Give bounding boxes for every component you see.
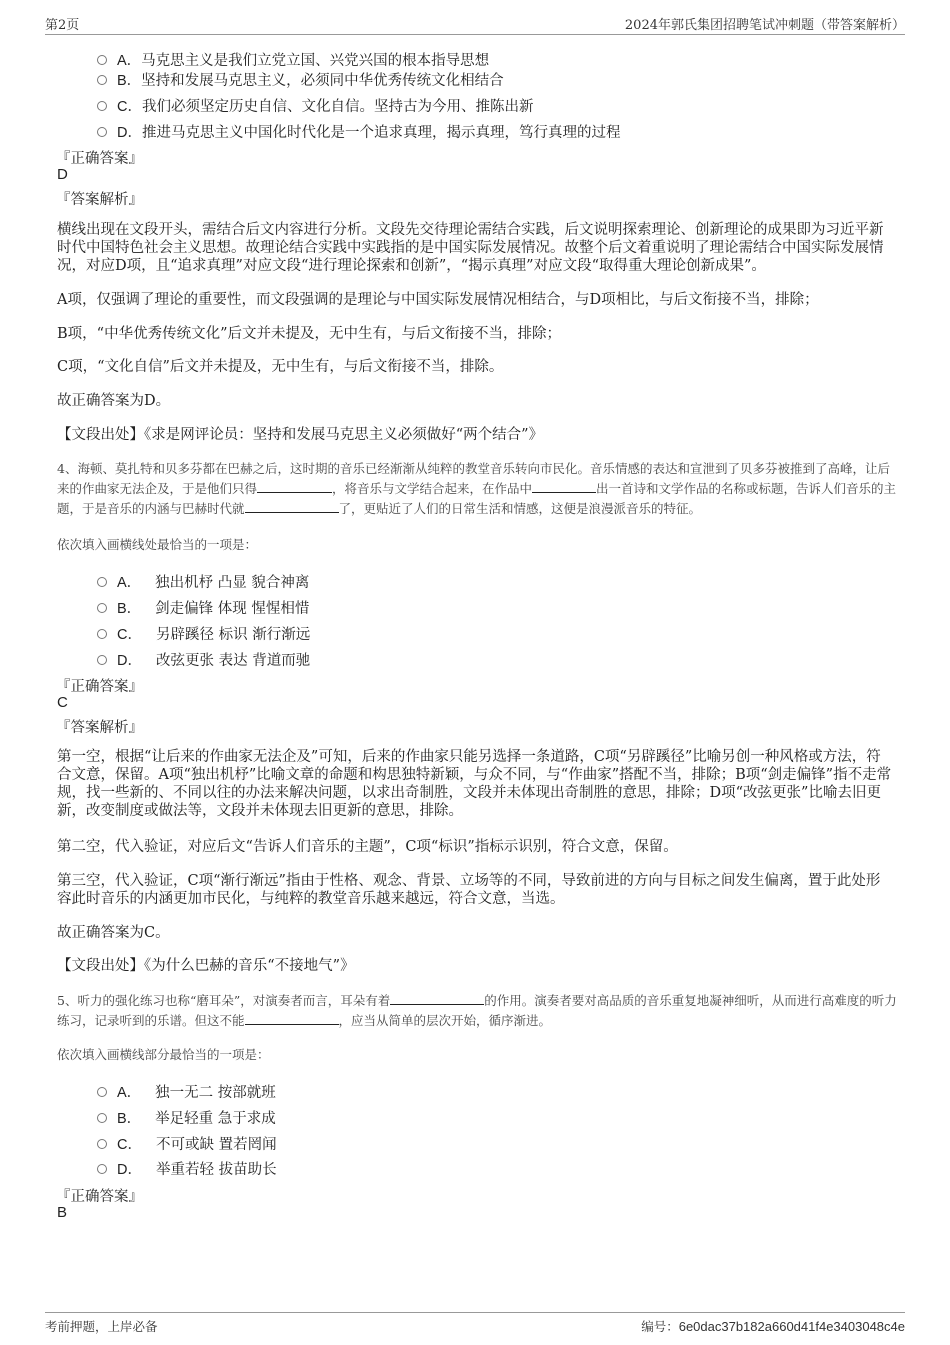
radio-icon[interactable] — [97, 1139, 107, 1149]
q3-option-b[interactable]: B．坚持和发展马克思主义，必须同中华优秀传统文化相结合 — [97, 69, 504, 90]
q4-analysis-paragraph: 第二空，代入验证，对应后文“告诉人们音乐的主题”，C项“标识”指标示识别，符合文意，保留。 — [57, 839, 678, 855]
q5-option-a[interactable]: A． 独一无二 按部就班 — [97, 1081, 276, 1102]
q4-analysis-label: 『答案解析』 — [56, 720, 143, 736]
q4-option-b[interactable]: B． 剑走偏锋 体现 惺惺相惜 — [97, 597, 309, 618]
radio-icon[interactable] — [97, 75, 107, 85]
q3-source: 【文段出处】《求是网评论员：坚持和发展马克思主义必须做好“两个结合”》 — [57, 427, 544, 443]
page-header — [45, 14, 905, 35]
q4-source: 【文段出处】《为什么巴赫的音乐“不接地气”》 — [57, 958, 355, 974]
document-title: 2024年郭氏集团招聘笔试冲刺题（带答案解析） — [624, 18, 905, 33]
q4-answer-label: 『正确答案』 — [56, 679, 143, 695]
q5-prompt: 依次填入画横线部分最恰当的一项是： — [57, 1047, 270, 1062]
q5-option-d[interactable]: D． 举重若轻 拔苗助长 — [97, 1158, 277, 1179]
q4-option-c[interactable]: C． 另辟蹊径 标识 渐行渐远 — [97, 623, 310, 644]
q4-answer: C — [57, 694, 68, 711]
radio-icon[interactable] — [97, 127, 107, 137]
q3-analysis-paragraph: B项，“中华优秀传统文化”后文并未提及，无中生有，与后文衔接不当，排除； — [57, 326, 561, 342]
radio-icon[interactable] — [97, 603, 107, 613]
radio-icon[interactable] — [97, 629, 107, 639]
radio-icon[interactable] — [97, 101, 107, 111]
q3-answer-label: 『正确答案』 — [56, 151, 143, 167]
radio-icon[interactable] — [97, 1113, 107, 1123]
q3-analysis-paragraph: 横线出现在文段开头，需结合后文内容进行分析。文段先交待理论需结合实践，后文说明探索理论、创新理论的成果即为习近平新时代中国特色社会主义思想。故理论结合实践中实践指的是中国实际发展情况。故整个后文着重说明了理论需结合中国实际发展情况，对应D项，且“追求真理”对应文段“进行理论探索和创新”，“揭示真理”对应文段“取得重大理论创新成果”。 — [57, 222, 884, 274]
q4-option-a[interactable]: A． 独出机杼 凸显 貌合神离 — [97, 571, 309, 592]
q3-analysis-label: 『答案解析』 — [56, 192, 143, 208]
q4-analysis-paragraph: 第一空，根据“让后来的作曲家无法企及”可知，后来的作曲家只能另选择一条道路，C项“另辟蹊径”比喻另创一种风格或方法，符合文意，保留。A项“独出机杼”比喻文章的命题和构思独特新颖，与众不同，与“作曲家”搭配不当，排除；B项“剑走偏锋”指不走常规，找一些新的、不同以往的办法来解决问题，以求出奇制胜，文段并未体现出奇制胜的意思，排除；D项“改弦更张”比喻去旧更新，改变制度或做法等，文段并未体现去旧更新的意思，排除。 — [57, 749, 892, 819]
blank-line — [245, 500, 339, 513]
page-footer — [45, 1312, 905, 1335]
q5-answer: B — [57, 1204, 68, 1221]
q5-stem: 5、听力的强化练习也称“磨耳朵”，对演奏者而言，耳朵有着 的作用。演奏者要对高品质的音乐重复地凝神细听，从而进行高难度的听力练习，记录听到的乐谱。但这不能 ，应当从简单的层次开始，循序渐进。 — [57, 993, 897, 1028]
footer-slogan: 考前押题，上岸必备 — [45, 1319, 158, 1334]
radio-icon[interactable] — [97, 577, 107, 587]
q3-analysis-paragraph: A项，仅强调了理论的重要性，而文段强调的是理论与中国实际发展情况相结合，与D项相比，与后文衔接不当，排除； — [57, 292, 819, 308]
document-code: 编号：6e0dac37b182a660d41f4e3403048c4e — [641, 1319, 905, 1334]
q5-option-b[interactable]: B． 举足轻重 急于求成 — [97, 1107, 276, 1128]
q3-answer: D — [57, 166, 68, 183]
q3-option-c[interactable]: C．我们必须坚定历史自信、文化自信。坚持古为今用、推陈出新 — [97, 95, 533, 116]
page-number: 第2页 — [45, 18, 80, 33]
q3-option-a[interactable]: A．马克思主义是我们立党立国、兴党兴国的根本指导思想 — [97, 49, 489, 70]
radio-icon[interactable] — [97, 55, 107, 65]
blank-line — [390, 992, 484, 1005]
q3-analysis-paragraph: C项，“文化自信”后文并未提及，无中生有，与后文衔接不当，排除。 — [57, 359, 504, 375]
blank-line — [245, 1012, 339, 1025]
blank-line — [257, 480, 332, 493]
q3-conclusion: 故正确答案为D。 — [57, 393, 171, 409]
q4-conclusion: 故正确答案为C。 — [57, 925, 170, 941]
blank-line — [532, 480, 596, 493]
radio-icon[interactable] — [97, 655, 107, 665]
q5-option-c[interactable]: C． 不可或缺 置若罔闻 — [97, 1133, 277, 1154]
radio-icon[interactable] — [97, 1164, 107, 1174]
q4-prompt: 依次填入画横线处最恰当的一项是： — [57, 537, 258, 552]
q4-stem: 4、海顿、莫扎特和贝多芬都在巴赫之后，这时期的音乐已经渐渐从纯粹的教堂音乐转向市民化。音乐情感的表达和宣泄到了贝多芬被推到了高峰，让后来的作曲家无法企及，于是他们只得 ，将音乐与文学结合起来，在作品中 出一首诗和文学作品的名称或标题，告诉人们音乐的主题，于是音乐的内涵与巴赫时代就 了，更贴近了人们的日常生活和情感，这便是浪漫派音乐的特征。 — [57, 461, 897, 516]
q3-option-d[interactable]: D．推进马克思主义中国化时代化是一个追求真理，揭示真理，笃行真理的过程 — [97, 121, 620, 142]
radio-icon[interactable] — [97, 1087, 107, 1097]
q4-analysis-paragraph: 第三空，代入验证，C项“渐行渐远”指由于性格、观念、背景、立场等的不同，导致前进的方向与目标之间发生偏离，置于此处形容此时音乐的内涵更加市民化，与纯粹的教堂音乐越来越远，符合文意，当选。 — [57, 873, 881, 907]
q5-answer-label: 『正确答案』 — [56, 1189, 143, 1205]
q4-option-d[interactable]: D． 改弦更张 表达 背道而驰 — [97, 649, 310, 670]
